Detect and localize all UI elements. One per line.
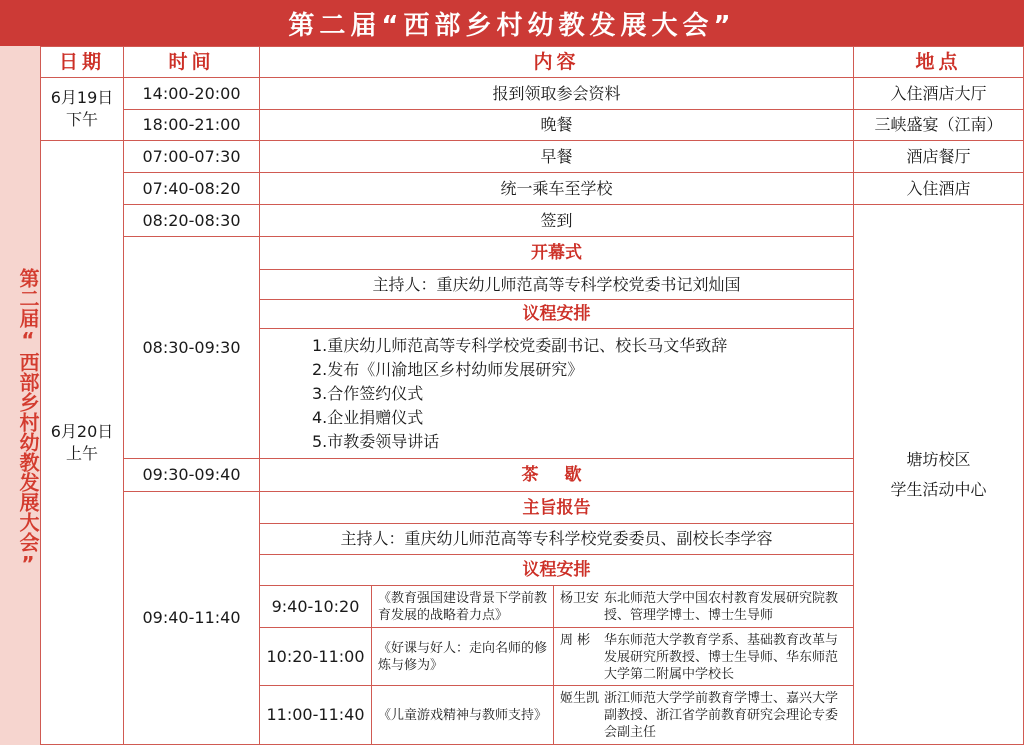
speaker-desc: 东北师范大学中国农村教育发展研究院教授、管理学博士、博士生导师 xyxy=(604,591,839,623)
list-item: 3.合作签约仪式 xyxy=(312,383,424,403)
date-cell-day1 xyxy=(40,77,124,141)
talk-title: 《儿童游戏精神与教师支持》 xyxy=(371,685,554,745)
date-day2: 6月20日 xyxy=(50,421,114,441)
speaker-name: 杨卫安 xyxy=(560,591,600,606)
place-cell: 入住酒店 xyxy=(853,172,1024,205)
talk-time: 9:40-10:20 xyxy=(259,585,372,628)
date-day1: 6月19日 xyxy=(50,88,114,107)
talk-speaker xyxy=(553,585,854,628)
speaker-name: 姬生凯 xyxy=(560,691,600,706)
talk-speaker xyxy=(553,627,854,686)
keynote-heading: 主旨报告 xyxy=(259,491,854,524)
side-panel xyxy=(0,46,40,745)
talk-title: 《好课与好人：走向名师的修炼与修为》 xyxy=(371,627,554,686)
header-place: 地点 xyxy=(853,46,1024,78)
time-cell: 14:00-20:00 xyxy=(123,77,260,110)
talk-time: 11:00-11:40 xyxy=(259,685,372,745)
speaker-name: 周 彬 xyxy=(560,633,591,648)
content-cell: 统一乘车至学校 xyxy=(259,172,854,205)
venue-name: 塘坊校区 xyxy=(906,449,971,469)
venue-cell xyxy=(853,204,1024,745)
tea-time: 09:30-09:40 xyxy=(123,458,260,492)
talk-time: 10:20-11:00 xyxy=(259,627,372,686)
header-content: 内容 xyxy=(259,46,854,78)
page-title: 第二届“西部乡村幼教发展大会” xyxy=(0,0,1024,46)
opening-agenda-list xyxy=(259,328,854,459)
content-cell: 报到领取参会资料 xyxy=(259,77,854,110)
period-day1: 下午 xyxy=(65,110,98,129)
keynote-agenda-heading: 议程安排 xyxy=(259,554,854,586)
time-cell: 07:00-07:30 xyxy=(123,140,260,173)
opening-time: 08:30-09:30 xyxy=(123,236,260,459)
opening-host: 主持人：重庆幼儿师范高等专科学校党委书记刘灿国 xyxy=(259,269,854,300)
date-cell-day2 xyxy=(40,140,124,745)
opening-agenda-heading: 议程安排 xyxy=(259,299,854,329)
time-cell: 18:00-21:00 xyxy=(123,109,260,141)
talk-title: 《教育强国建设背景下学前教育发展的战略着力点》 xyxy=(371,585,554,628)
place-cell: 酒店餐厅 xyxy=(853,140,1024,173)
list-item: 1.重庆幼儿师范高等专科学校党委副书记、校长马文华致辞 xyxy=(312,335,728,355)
content-cell: 晚餐 xyxy=(259,109,854,141)
venue-room: 学生活动中心 xyxy=(890,479,987,499)
content-cell: 早餐 xyxy=(259,140,854,173)
place-cell: 三峡盛宴（江南） xyxy=(853,109,1024,141)
time-cell: 07:40-08:20 xyxy=(123,172,260,205)
header-time: 时间 xyxy=(123,46,260,78)
content-cell: 签到 xyxy=(259,204,854,237)
keynote-host: 主持人：重庆幼儿师范高等专科学校党委委员、副校长李学容 xyxy=(259,523,854,555)
list-item: 5.市教委领导讲话 xyxy=(312,431,440,451)
keynote-time: 09:40-11:40 xyxy=(123,491,260,745)
side-title: 第二届“西部乡村幼教发展大会” xyxy=(16,268,40,576)
speaker-desc: 华东师范大学教育学系、基础教育改革与发展研究所教授、博士生导师、华东师范大学第二附属中学校长 xyxy=(604,633,839,682)
speaker-desc: 浙江师范大学学前教育学博士、嘉兴大学副教授、浙江省学前教育研究会理论专委会副主任 xyxy=(604,691,839,740)
time-cell: 08:20-08:30 xyxy=(123,204,260,237)
header-date: 日期 xyxy=(40,46,124,78)
place-cell: 入住酒店大厅 xyxy=(853,77,1024,110)
opening-heading: 开幕式 xyxy=(259,236,854,270)
tea-break: 茶 歇 xyxy=(259,458,854,492)
talk-speaker xyxy=(553,685,854,745)
period-day2: 上午 xyxy=(65,443,98,463)
list-item: 2.发布《川渝地区乡村幼师发展研究》 xyxy=(312,359,584,379)
list-item: 4.企业捐赠仪式 xyxy=(312,407,424,427)
